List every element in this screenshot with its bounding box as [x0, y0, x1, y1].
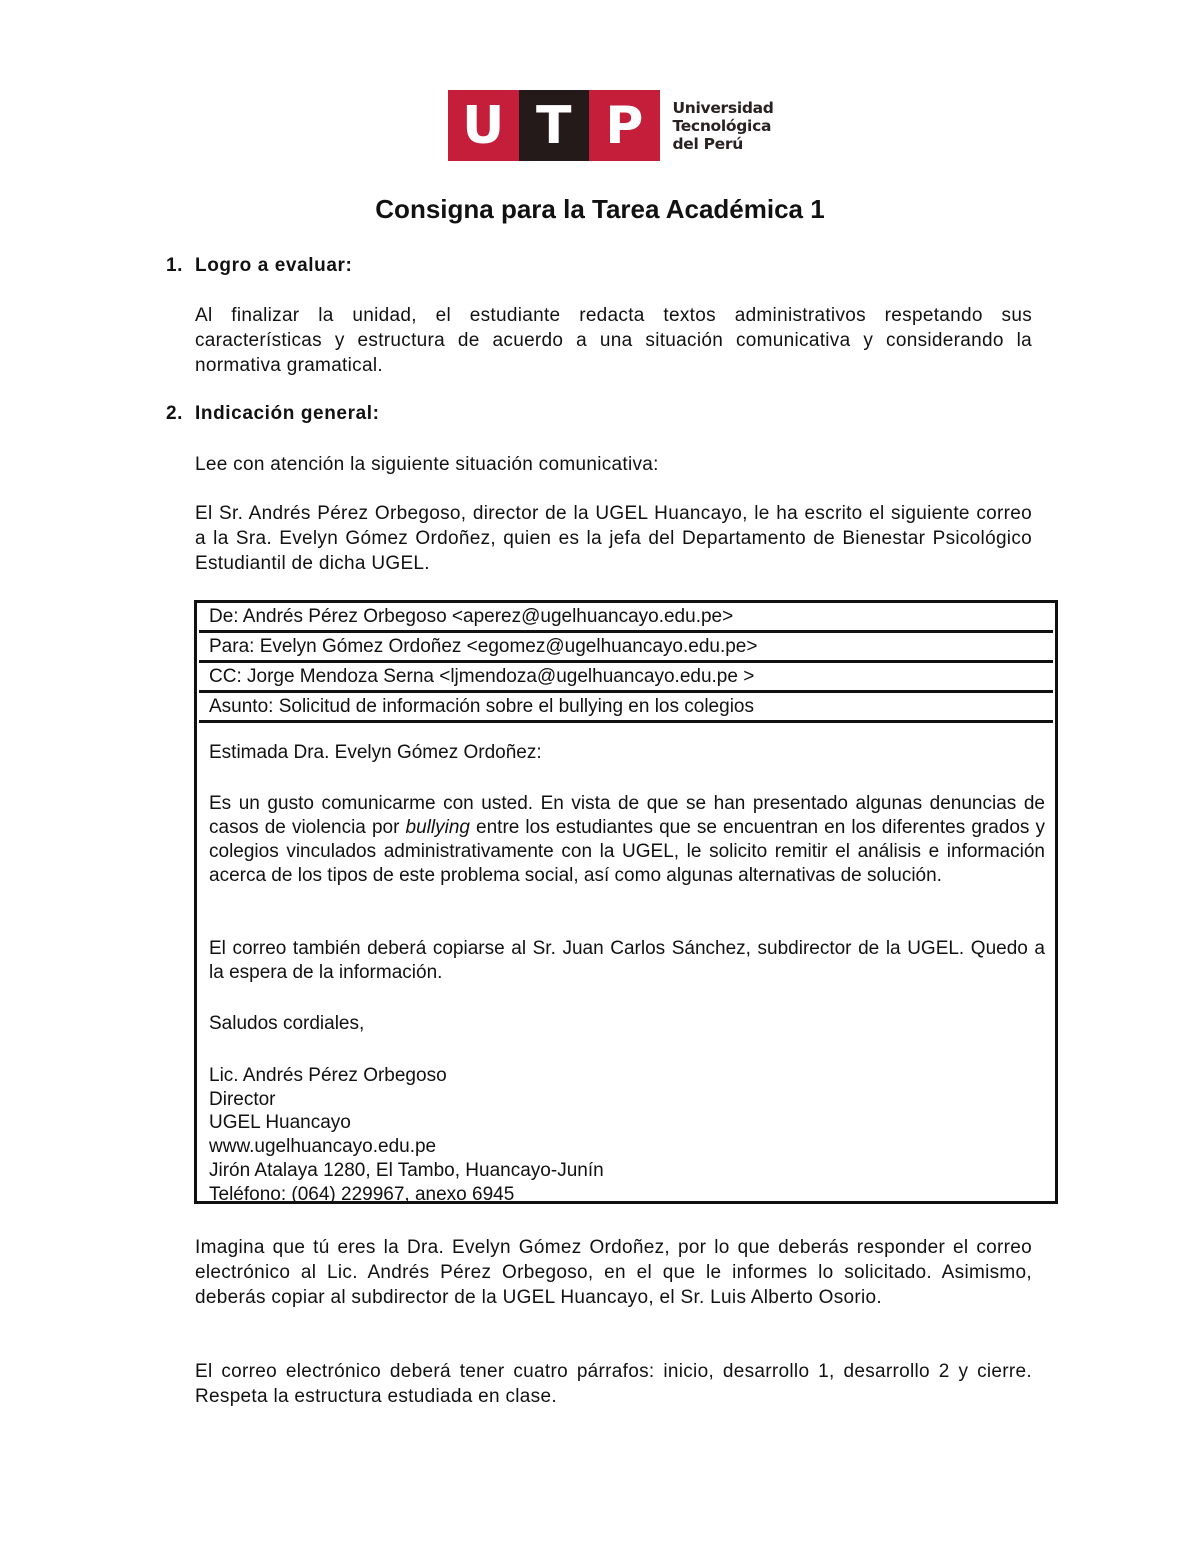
- logo-line-1: Universidad: [672, 98, 774, 117]
- section-1-text: Al finalizar la unidad, el estudiante redacta textos administrativos respetando sus características y estructura de acuerdo a una situación comunicativa y considerando la normativa gramatical.: [195, 305, 1032, 376]
- logo-mark: [448, 90, 660, 161]
- signature-address: Jirón Atalaya 1280, El Tambo, Huancayo-Junín: [209, 1159, 604, 1181]
- section-1-title: Logro a evaluar:: [195, 255, 353, 276]
- section-1-heading: [166, 255, 352, 277]
- page-title: Consigna para la Tarea Académica 1: [375, 194, 825, 224]
- section-2-context: El Sr. Andrés Pérez Orbegoso, director de la UGEL Huancayo, le ha escrito el siguiente correo a la Sra. Evelyn Gómez Ordoñez, quien es la jefa del Departamento de Bienestar Psicológico Estudiantil de dicha UGEL.: [195, 503, 1032, 574]
- section-2-number: 2.: [166, 403, 184, 424]
- instructions-paragraph-2: El correo electrónico deberá tener cuatro párrafos: inicio, desarrollo 1, desarrollo 2 y cierre. Respeta la estructura estudiada en clase.: [195, 1361, 1032, 1407]
- email-signature: [209, 1064, 604, 1206]
- logo-line-3: del Perú: [672, 134, 743, 153]
- email-p1-italic: bullying: [405, 817, 470, 838]
- signature-web: www.ugelhuancayo.edu.pe: [209, 1136, 437, 1158]
- email-closing: Saludos cordiales,: [209, 1013, 365, 1034]
- section-2-heading: [166, 403, 380, 425]
- email-p1-end: entre los estudiantes que se encuentran en los diferentes grados y colegios vinculados administrativamente con la UGEL, le solicito remitir el análisis e información acerca de los tipos de este problema social, así como algunas alternativas de solución.: [209, 817, 1045, 886]
- email-paragraph-1: [209, 792, 1045, 888]
- signature-role: Director: [209, 1088, 276, 1110]
- email-from: De: Andrés Pérez Orbegoso <aperez@ugelhuancayo.edu.pe>: [199, 603, 1053, 633]
- email-p1-start: Es un gusto comunicarme con usted. En vista de que se han presentado algunas denuncias de casos de violencia por: [209, 793, 1045, 838]
- section-1-number: 1.: [166, 255, 184, 276]
- instructions-paragraph-1: Imagina que tú eres la Dra. Evelyn Gómez Ordoñez, por lo que deberás responder el correo electrónico al Lic. Andrés Pérez Orbegoso, en el que le informes lo solicitado. Asimismo, deberás copiar al subdirector de la UGEL Huancayo, el Sr. Luis Alberto Osorio.: [195, 1237, 1032, 1308]
- section-2-intro: Lee con atención la siguiente situación comunicativa:: [195, 454, 659, 475]
- utp-logo: [448, 90, 774, 161]
- section-2-title: Indicación general:: [195, 403, 380, 424]
- logo-letter-u: U: [448, 90, 519, 161]
- signature-org: UGEL Huancayo: [209, 1112, 351, 1134]
- logo-letter-p: P: [589, 90, 660, 161]
- email-box: [194, 600, 1058, 1204]
- email-p2-text: El correo también deberá copiarse al Sr. Juan Carlos Sánchez, subdirector de la UGEL. Quedo a la espera de la información.: [209, 938, 1045, 983]
- email-paragraph-2: [209, 937, 1045, 985]
- logo-wordmark: [673, 99, 774, 153]
- logo-letter-t: T: [519, 90, 590, 161]
- signature-phone: Teléfono: (064) 229967, anexo 6945: [209, 1183, 515, 1205]
- logo-line-2: Tecnológica: [672, 116, 772, 135]
- email-greeting: Estimada Dra. Evelyn Gómez Ordoñez:: [209, 742, 542, 763]
- signature-name: Lic. Andrés Pérez Orbegoso: [209, 1065, 447, 1086]
- email-cc: CC: Jorge Mendoza Serna <ljmendoza@ugelhuancayo.edu.pe >: [199, 663, 1053, 693]
- email-to: Para: Evelyn Gómez Ordoñez <egomez@ugelhuancayo.edu.pe>: [199, 633, 1053, 663]
- email-subject: Asunto: Solicitud de información sobre el bullying en los colegios: [199, 693, 1053, 723]
